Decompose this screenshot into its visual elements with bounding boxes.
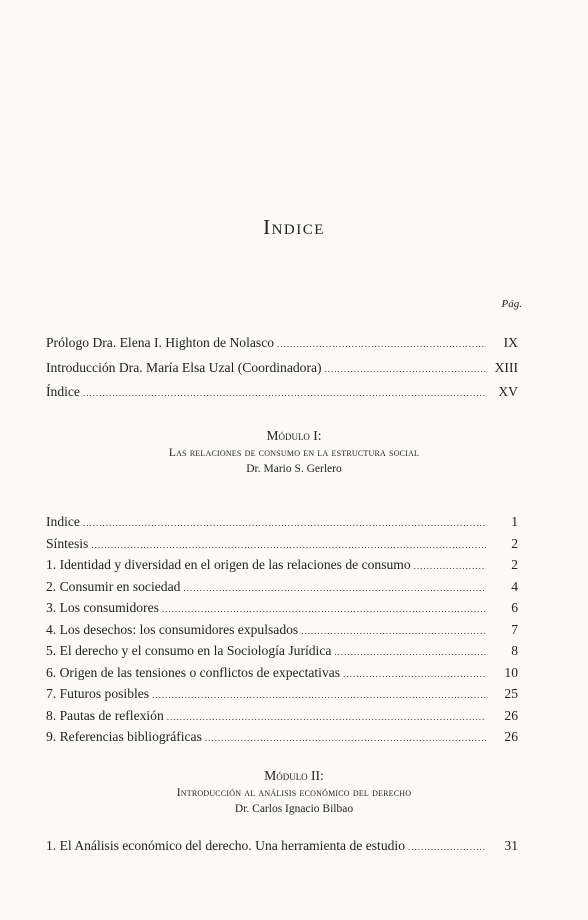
- toc-entry[interactable]: [46, 577, 518, 599]
- toc-entry[interactable]: [46, 620, 518, 642]
- toc-entry-page: 2: [511, 535, 518, 551]
- module-2-subtitle: Introducción al análisis económico del derecho: [176, 787, 412, 799]
- toc-entry-label: Índice: [46, 384, 80, 399]
- dot-leader: [152, 685, 486, 706]
- toc-entry-page: 7: [511, 621, 518, 637]
- toc-entry[interactable]: [46, 358, 518, 380]
- dot-leader: [408, 837, 486, 858]
- toc-entry-label: Introducción Dra. María Elsa Uzal (Coordinadora): [46, 359, 322, 375]
- toc-entry[interactable]: [46, 663, 518, 685]
- toc-entry-page: 25: [504, 686, 518, 701]
- toc-entry-label: 5. El derecho y el consumo en la Sociología Jurídica: [46, 643, 332, 658]
- toc-entry-label: Síntesis: [46, 535, 89, 551]
- dot-leader: [183, 578, 486, 599]
- dot-leader: [301, 621, 486, 642]
- toc-entry[interactable]: [46, 512, 518, 534]
- dot-leader: [277, 334, 486, 355]
- dot-leader: [343, 664, 486, 685]
- module-1-list: [46, 512, 518, 749]
- module-2-name: Módulo II:: [264, 768, 324, 783]
- toc-entry-page: 4: [511, 578, 518, 594]
- module-2-author: Dr. Carlos Ignacio Bilbao: [234, 803, 354, 815]
- toc-entry-page: 2: [511, 557, 518, 572]
- toc-entry-label: 2. Consumir en sociedad: [46, 578, 181, 594]
- toc-entry[interactable]: [46, 706, 518, 728]
- toc-entry[interactable]: [46, 555, 518, 577]
- toc-entry[interactable]: [46, 598, 518, 620]
- dot-leader: [91, 535, 486, 556]
- dot-leader: [83, 513, 486, 534]
- toc-entry-page: XIII: [494, 359, 518, 375]
- toc-entry-label: 9. Referencias bibliográficas: [46, 729, 202, 744]
- toc-entry-page: 31: [504, 838, 518, 853]
- toc-entry-page: 10: [504, 664, 518, 680]
- toc-entry[interactable]: [46, 727, 518, 749]
- page-title: Indice: [263, 215, 325, 239]
- module-1-heading: [0, 427, 588, 477]
- toc-entry[interactable]: [46, 382, 518, 404]
- dot-leader: [334, 642, 486, 663]
- toc-entry-label: Indice: [46, 514, 80, 529]
- toc-entry-page: 1: [511, 514, 518, 529]
- dot-leader: [162, 599, 486, 620]
- toc-entry-page: 8: [511, 643, 518, 658]
- toc-entry[interactable]: [46, 333, 518, 355]
- toc-entry[interactable]: [46, 641, 518, 663]
- toc-entry-page: XV: [498, 384, 518, 399]
- toc-entry-label: Prólogo Dra. Elena I. Highton de Nolasco: [46, 335, 275, 350]
- toc-entry[interactable]: [46, 684, 518, 706]
- toc-entry-label: 6. Origen de las tensiones o conflictos de expectativas: [46, 664, 341, 680]
- toc-entry[interactable]: [46, 534, 518, 556]
- toc-entry-label: 4. Los desechos: los consumidores expulsados: [46, 621, 299, 637]
- module-2-heading: [0, 767, 588, 817]
- dot-leader: [414, 556, 486, 577]
- toc-entry-label: 7. Futuros posibles: [46, 686, 150, 701]
- toc-entry-label: 3. Los consumidores: [46, 600, 159, 615]
- toc-entry-label: 1. El Análisis económico del derecho. Una herramienta de estudio: [46, 838, 405, 853]
- front-matter-list: [46, 333, 518, 404]
- toc-entry-page: 26: [504, 707, 518, 723]
- toc-entry[interactable]: [46, 836, 518, 858]
- module-1-subtitle: Las relaciones de consumo en la estructura social: [168, 447, 420, 459]
- module-2-list: [46, 836, 518, 858]
- toc-entry-page: 6: [511, 600, 518, 615]
- toc-entry-page: IX: [503, 335, 518, 350]
- toc-entry-label: 8. Pautas de reflexión: [46, 707, 164, 723]
- dot-leader: [325, 359, 486, 380]
- page-column-label: Pág.: [501, 298, 522, 310]
- dot-leader: [205, 728, 486, 749]
- dot-leader: [83, 383, 486, 404]
- toc-entry-label: 1. Identidad y diversidad en el origen de las relaciones de consumo: [46, 557, 411, 572]
- module-1-name: Módulo I:: [266, 428, 322, 443]
- toc-entry-page: 26: [504, 729, 518, 744]
- dot-leader: [167, 707, 486, 728]
- module-1-author: Dr. Mario S. Gerlero: [246, 463, 342, 475]
